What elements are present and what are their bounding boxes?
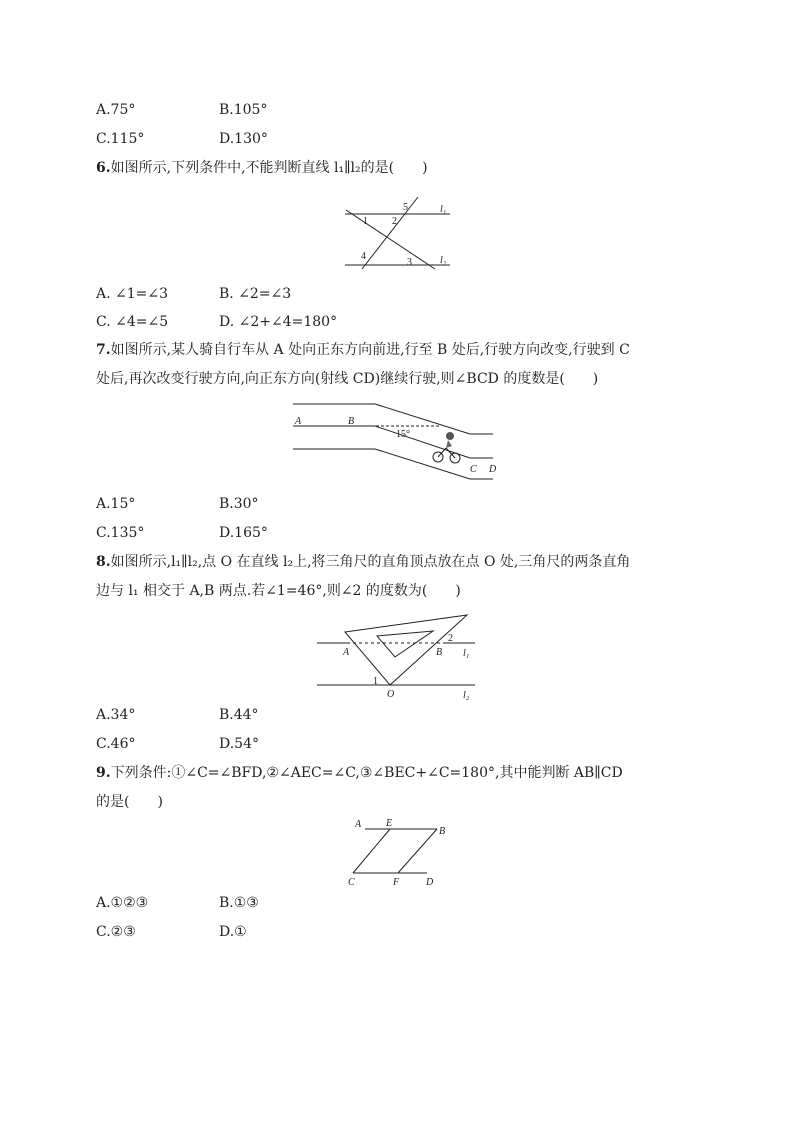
q9-option-a: A.①②③ bbox=[96, 895, 149, 911]
q6-label-l2: l₂ bbox=[440, 255, 447, 266]
q8-label-1: 1 bbox=[373, 676, 378, 687]
q6-option-a: A. ∠1=∠3 bbox=[96, 286, 169, 302]
q9-number: 9. bbox=[96, 765, 111, 781]
q8-label-l2: l₂ bbox=[463, 690, 470, 701]
q7-number: 7. bbox=[96, 342, 111, 358]
q8-stem-line1 bbox=[96, 553, 630, 571]
q8-label-2: 2 bbox=[448, 633, 453, 644]
q6-option-b: B. ∠2=∠3 bbox=[219, 286, 292, 302]
q8-option-a: A.34° bbox=[96, 707, 136, 723]
q6-stem bbox=[96, 159, 428, 177]
q5-option-a: A.75° bbox=[96, 102, 136, 118]
q8-stem-line2: 边与 l₁ 相交于 A,B 两点.若∠1=46°,则∠2 的度数为( ) bbox=[96, 583, 461, 599]
q6-label-l1: l₁ bbox=[440, 204, 447, 215]
q9-figure bbox=[345, 815, 455, 887]
q6-text: 如图所示,下列条件中,不能判断直线 l₁∥l₂的是( ) bbox=[110, 160, 428, 176]
q8-label-b: B bbox=[436, 647, 443, 658]
q7-stem-line2: 处后,再次改变行驶方向,向正东方向(射线 CD)继续行驶,则∠BCD 的度数是( ) bbox=[96, 371, 599, 387]
q7-label-angle: 15° bbox=[396, 429, 410, 440]
q7-stem-line1 bbox=[96, 341, 630, 359]
q9-option-c: C.②③ bbox=[96, 924, 136, 940]
q6-transversal-2 bbox=[346, 210, 435, 269]
q6-label-3: 3 bbox=[407, 257, 412, 268]
q8-label-o: O bbox=[387, 689, 395, 700]
q6-label-5: 5 bbox=[403, 202, 408, 213]
q7-label-d: D bbox=[489, 464, 497, 475]
q9-text-1: 下列条件:①∠C=∠BFD,②∠AEC=∠C,③∠BEC+∠C=180°,其中能判断 AB∥CD bbox=[110, 765, 623, 781]
q9-segment-ec bbox=[353, 829, 390, 873]
q7-option-d: D.165° bbox=[219, 525, 268, 541]
q6-option-c: C. ∠4=∠5 bbox=[96, 314, 169, 330]
q9-stem-line2: 的是( ) bbox=[96, 794, 163, 810]
q5-option-d: D.130° bbox=[219, 131, 268, 147]
q7-label-b: B bbox=[348, 416, 355, 427]
q7-road-top bbox=[293, 404, 493, 434]
q6-label-1: 1 bbox=[363, 216, 368, 227]
q5-option-c: C.115° bbox=[96, 131, 145, 147]
q6-label-2: 2 bbox=[392, 216, 397, 227]
q7-figure bbox=[290, 400, 500, 490]
q6-number: 6. bbox=[96, 160, 111, 176]
q7-option-c: C.135° bbox=[96, 525, 145, 541]
q8-option-b: B.44° bbox=[219, 707, 259, 723]
q8-label-l1: l₁ bbox=[463, 648, 470, 659]
q9-segment-bf bbox=[398, 829, 437, 873]
q9-label-c: C bbox=[348, 877, 355, 888]
q9-stem-line1 bbox=[96, 764, 623, 782]
q7-label-c: C bbox=[470, 464, 477, 475]
q8-figure bbox=[315, 612, 485, 704]
q9-label-f: F bbox=[393, 877, 400, 888]
q8-option-d: D.54° bbox=[219, 736, 259, 752]
q6-label-4: 4 bbox=[361, 251, 366, 262]
q8-number: 8. bbox=[96, 554, 111, 570]
q9-label-e: E bbox=[386, 818, 393, 829]
q7-option-b: B.30° bbox=[219, 496, 259, 512]
q6-option-d: D. ∠2+∠4=180° bbox=[219, 314, 338, 330]
q8-label-a: A bbox=[343, 647, 350, 658]
q8-option-c: C.46° bbox=[96, 736, 136, 752]
q9-label-b: B bbox=[439, 826, 446, 837]
q7-option-a: A.15° bbox=[96, 496, 136, 512]
q8-text-1: 如图所示,l₁∥l₂,点 O 在直线 l₂上,将三角尺的直角顶点放在点 O 处,三角尺的两条直角 bbox=[110, 554, 631, 570]
q9-label-d: D bbox=[426, 877, 434, 888]
q9-label-a: A bbox=[355, 819, 362, 830]
q6-figure bbox=[340, 193, 460, 273]
q7-text-1: 如图所示,某人骑自行车从 A 处向正东方向前进,行至 B 处后,行驶方向改变,行驶到 C bbox=[110, 342, 630, 358]
bicycle-rider-icon bbox=[433, 432, 460, 463]
q7-road-mid bbox=[293, 426, 493, 458]
q9-option-b: B.①③ bbox=[219, 895, 259, 911]
q7-road-bottom bbox=[293, 449, 493, 479]
q5-option-b: B.105° bbox=[219, 102, 268, 118]
q9-option-d: D.① bbox=[219, 924, 247, 940]
q7-label-a: A bbox=[295, 416, 302, 427]
